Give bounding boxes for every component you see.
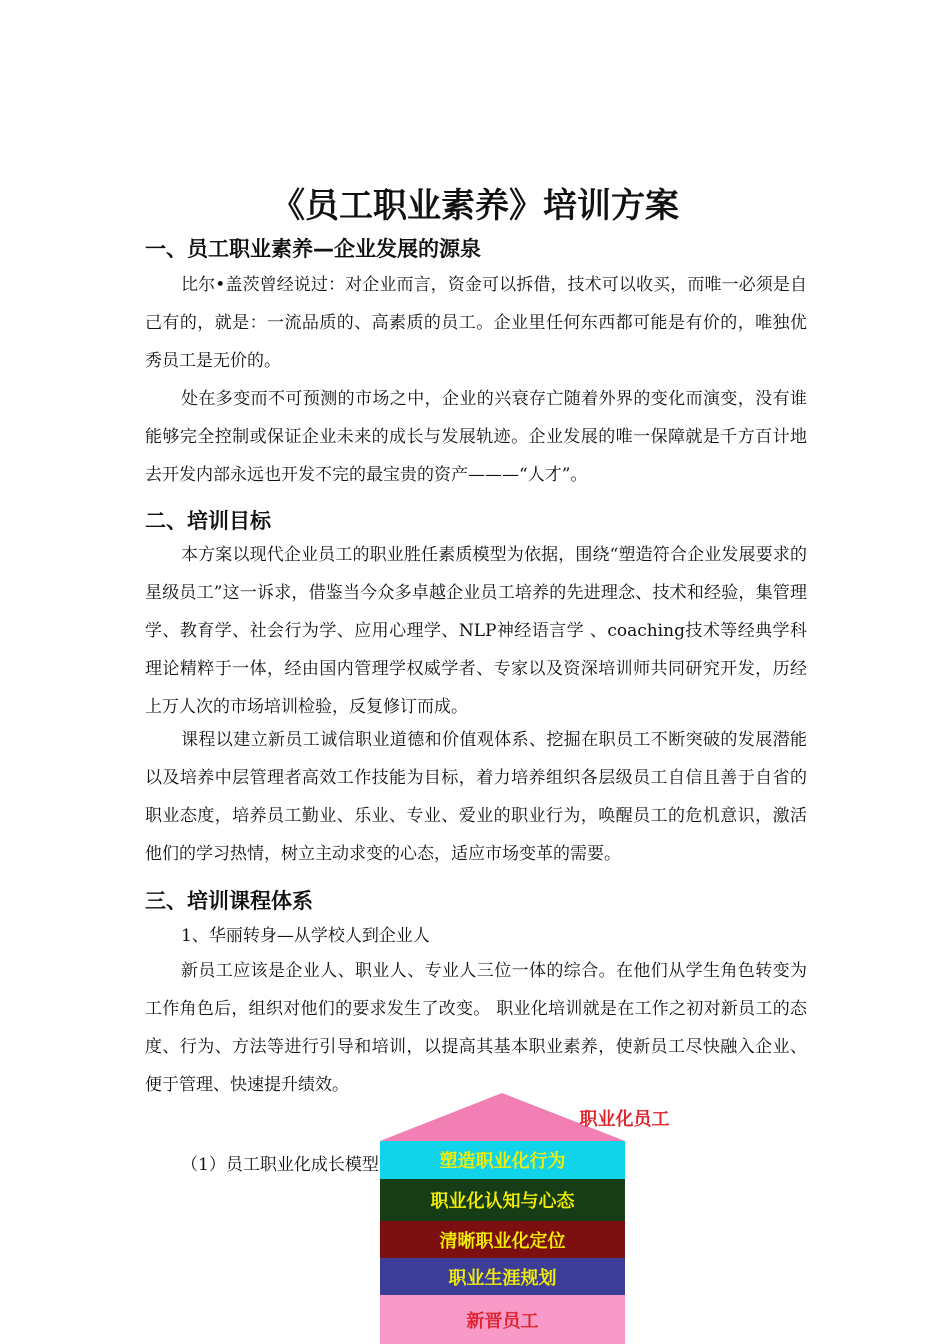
section2-paragraph-1: 本方案以现代企业员工的职业胜任素质模型为依据，围绕“塑造符合企业发展要求的星级员工”这一诉求，借鉴当今众多卓越企业员工培养的先进理念、技术和经验，集管理学、教育学、社会行为学、应用心理学、NLP神经语言学 、coaching技术等经典学科理论精粹于一体，经由国内管理学权威学者、专家以及资深培训师共同研究开发，历经上万人次的市场培训检验，反复修订而成。 bbox=[145, 545, 807, 717]
pyramid-tier-label: 职业生涯规划 bbox=[448, 1267, 557, 1289]
document-title: 《员工职业素养》培训方案 bbox=[271, 186, 679, 226]
section1-paragraph-1: 比尔•盖茨曾经说过：对企业而言，资金可以拆借，技术可以收买，而唯一必须是自己有的，就是：一流品质的、高素质的员工。企业里任何东西都可能是有价的，唯独优秀员工是无价的。 bbox=[145, 275, 807, 371]
section2-heading: 二、培训目标 bbox=[145, 509, 271, 533]
model-label: （1）员工职业化成长模型 bbox=[181, 1155, 379, 1175]
pyramid-tier-label: 职业化认知与心态 bbox=[430, 1191, 575, 1212]
section2-paragraph-2: 课程以建立新员工诚信职业道德和价值观体系、挖掘在职员工不断突破的发展潜能以及培养中层管理者高效工作技能为目标，着力培养组织各层级员工自信且善于自省的职业态度，培养员工勤业、乐业、专业、爱业的职业行为，唤醒员工的危机意识，激活他们的学习热情，树立主动求变的心态，适应市场变革的需要。 bbox=[145, 730, 807, 864]
career-growth-pyramid bbox=[380, 1093, 670, 1344]
pyramid-tier-positioning bbox=[380, 1221, 625, 1258]
pyramid-tier-label: 清晰职业化定位 bbox=[439, 1230, 566, 1252]
pyramid-tier-behavior bbox=[380, 1141, 625, 1179]
pyramid-tier-label: 新晋员工 bbox=[466, 1310, 539, 1332]
section3-paragraph: 新员工应该是企业人、职业人、专业人三位一体的综合。在他们从学生角色转变为工作角色后，组织对他们的要求发生了改变。 职业化培训就是在工作之初对新员工的态度、行为、方法等进行引导和培训，以提高其基本职业素养，使新员工尽快融入企业、便于管理、快速提升绩效。 bbox=[145, 961, 807, 1095]
section1-heading: 一、员工职业素养—企业发展的源泉 bbox=[145, 237, 481, 261]
pyramid-tier-cognition bbox=[380, 1179, 625, 1221]
section1-paragraph-2: 处在多变而不可预测的市场之中，企业的兴衰存亡随着外界的变化而演变，没有谁能够完全控制或保证企业未来的成长与发展轨迹。企业发展的唯一保障就是千方百计地去开发内部永远也开发不完的最宝贵的资产———“人才”。 bbox=[145, 389, 807, 485]
pyramid-tier-career-planning bbox=[380, 1258, 625, 1295]
section3-heading: 三、培训课程体系 bbox=[145, 889, 313, 913]
pyramid-roof bbox=[380, 1093, 670, 1141]
pyramid-tier-label: 塑造职业化行为 bbox=[439, 1151, 566, 1172]
section3-subheading: 1、华丽转身—从学校人到企业人 bbox=[181, 926, 430, 946]
pyramid-tier-new-employee bbox=[380, 1295, 625, 1344]
pyramid-roof-label: 职业化员工 bbox=[579, 1109, 670, 1130]
